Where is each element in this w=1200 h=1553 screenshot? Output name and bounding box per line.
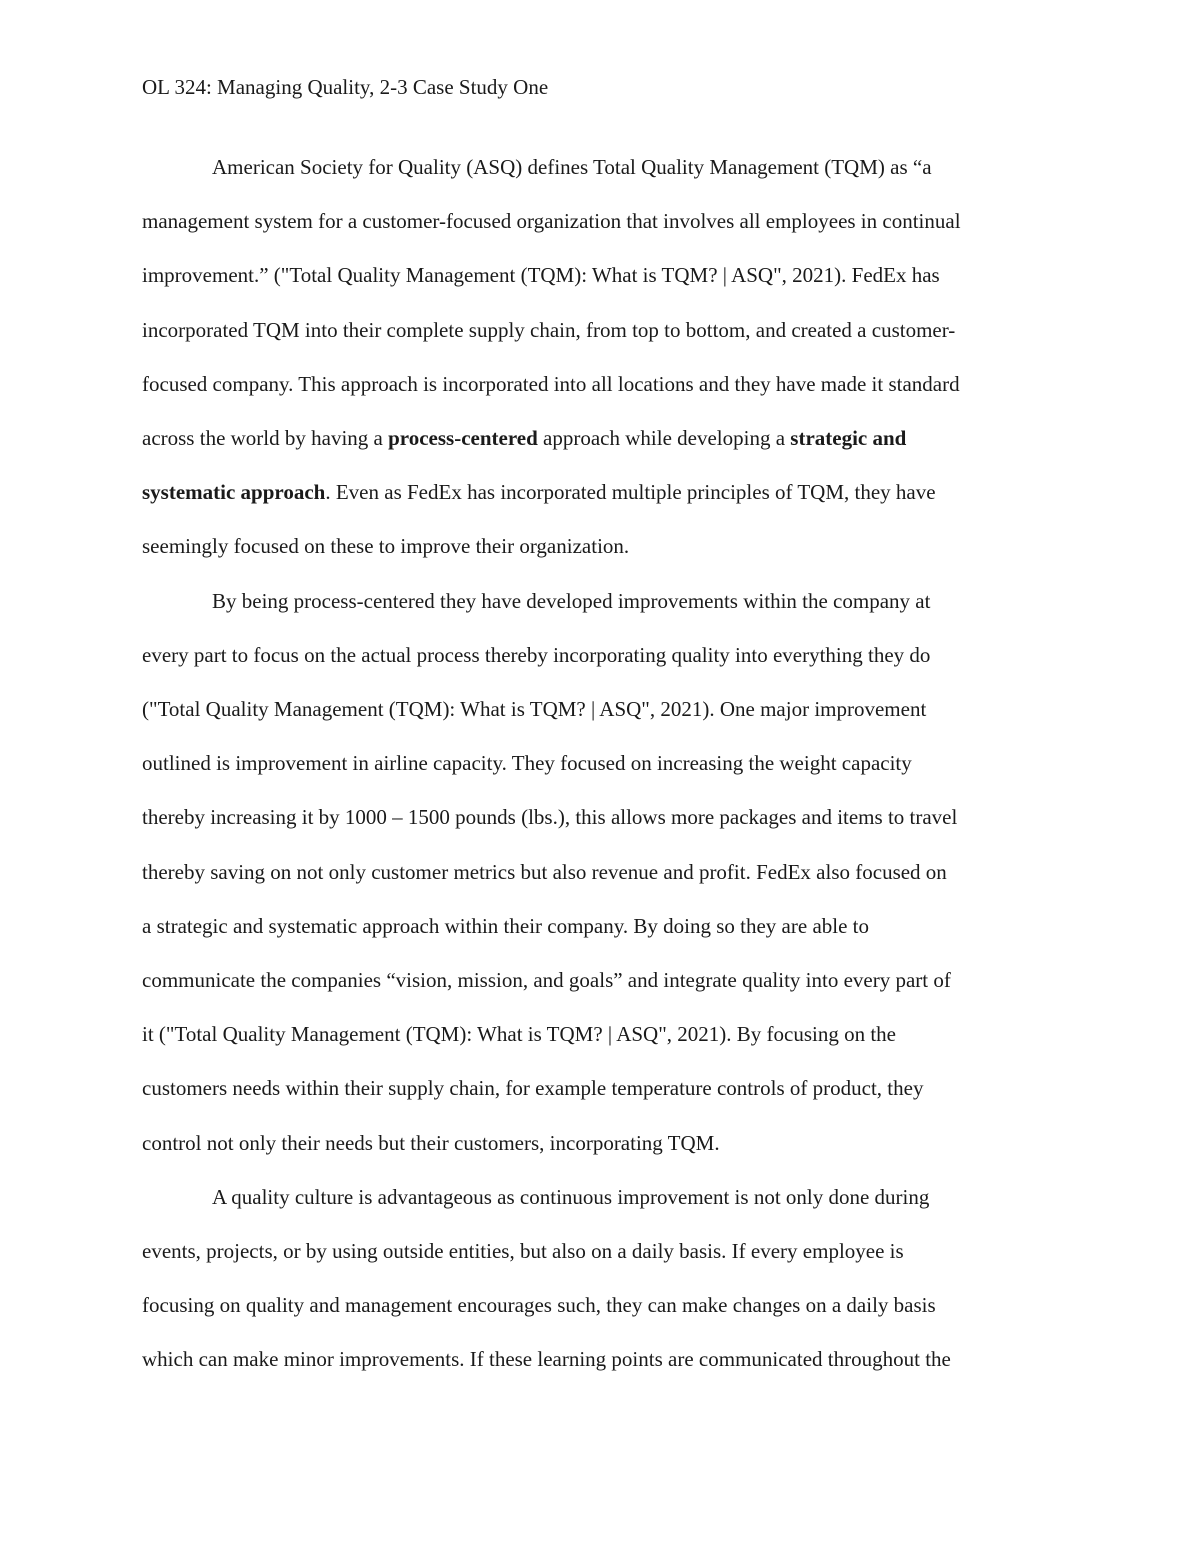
paragraph-3-line-1: A quality culture is advantageous as continuous improvement is not only done during	[212, 1184, 930, 1209]
paragraph-1	[142, 140, 1058, 574]
paragraph-2-line-8: communicate the companies “vision, mission, and goals” and integrate quality into every part of	[142, 968, 951, 993]
paragraph-1-line-1: American Society for Quality (ASQ) defines Total Quality Management (TQM) as “a	[212, 155, 932, 179]
paragraph-3-line-3: focusing on quality and management encourages such, they can make changes on a daily basis	[142, 1293, 936, 1318]
paragraph-1-line-2: management system for a customer-focused organization that involves all employees in continual	[142, 209, 961, 234]
paragraph-2-line-1: By being process-centered they have developed improvements within the company at	[212, 588, 931, 613]
document-body	[142, 140, 1058, 1387]
document-header: OL 324: Managing Quality, 2-3 Case Study One	[142, 75, 549, 99]
paragraph-2-line-10: customers needs within their supply chain, for example temperature controls of product, they	[142, 1076, 924, 1101]
bold-strategic-and: strategic and	[790, 426, 907, 451]
paragraph-1-line-7	[142, 465, 1058, 519]
bold-systematic-approach: systematic approach	[142, 480, 326, 505]
paragraph-2-line-9: it ("Total Quality Management (TQM): What is TQM? | ASQ", 2021). By focusing on the	[142, 1022, 897, 1047]
bold-process-centered: process-centered	[388, 426, 538, 451]
paragraph-1-line-8: seemingly focused on these to improve their organization.	[142, 534, 630, 559]
paragraph-2-line-3: ("Total Quality Management (TQM): What is TQM? | ASQ", 2021). One major improvement	[142, 697, 927, 722]
paragraph-2-line-5: thereby increasing it by 1000 – 1500 pounds (lbs.), this allows more packages and items to travel	[142, 805, 958, 830]
line-6-text-b: approach while developing a	[537, 426, 791, 451]
paragraph-2-line-11: control not only their needs but their customers, incorporating TQM.	[142, 1130, 720, 1155]
paragraph-2-line-7: a strategic and systematic approach within their company. By doing so they are able to	[142, 913, 870, 938]
paragraph-1-line-4: incorporated TQM into their complete supply chain, from top to bottom, and created a customer-	[142, 317, 956, 342]
line-6-text-a: across the world by having a	[142, 426, 389, 451]
paragraph-2	[142, 574, 1058, 1170]
line-7-text: . Even as FedEx has incorporated multiple principles of TQM, they have	[325, 480, 936, 505]
paragraph-2-line-6: thereby saving on not only customer metrics but also revenue and profit. FedEx also focused on	[142, 859, 947, 884]
paragraph-1-line-6	[142, 411, 1058, 465]
paragraph-2-line-4: outlined is improvement in airline capacity. They focused on increasing the weight capacity	[142, 751, 912, 776]
paragraph-1-line-3: improvement.” ("Total Quality Management (TQM): What is TQM? | ASQ", 2021). FedEx has	[142, 263, 940, 288]
paragraph-2-line-2: every part to focus on the actual process thereby incorporating quality into everything they do	[142, 642, 931, 667]
paragraph-3-line-4: which can make minor improvements. If these learning points are communicated throughout the	[142, 1347, 951, 1372]
paragraph-1-line-5: focused company. This approach is incorporated into all locations and they have made it standard	[142, 371, 960, 396]
paragraph-3-line-2: events, projects, or by using outside entities, but also on a daily basis. If every employee is	[142, 1239, 904, 1264]
paragraph-3	[142, 1170, 1058, 1387]
